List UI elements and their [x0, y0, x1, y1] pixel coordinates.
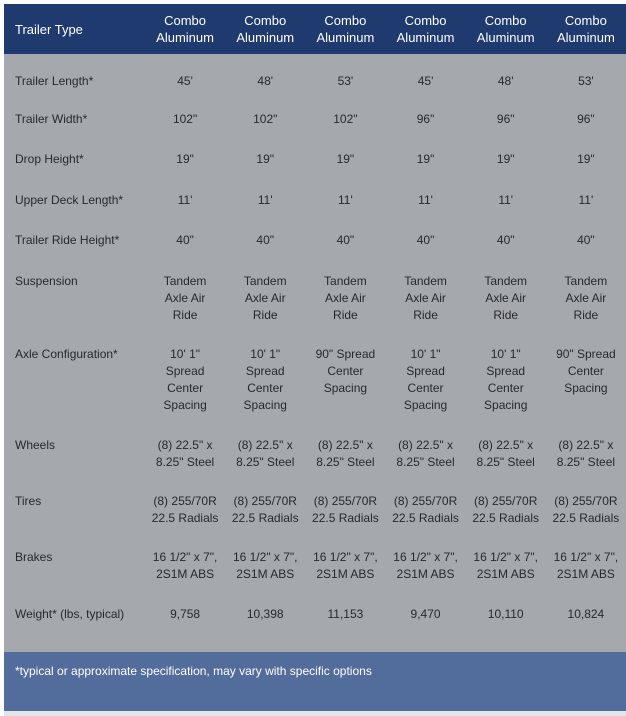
table-cell: (8) 255/70R 22.5 Radials: [392, 494, 459, 525]
header-column-1: Combo Aluminum: [156, 13, 214, 45]
table-cell: Tandem Axle Air Ride: [324, 274, 367, 322]
row-label: Trailer Length*: [15, 74, 94, 88]
table-cell: 40": [577, 233, 595, 247]
table-cell: 102": [333, 112, 358, 126]
row-trailer-ride-height: [4, 232, 626, 273]
table-cell: 19": [336, 152, 355, 166]
row-suspension: [4, 273, 626, 346]
row-upper-deck-length: [4, 192, 626, 232]
table-cell: 53': [578, 74, 594, 88]
table-cell: 10' 1" Spread Center Spacing: [484, 347, 528, 412]
table-cell: Tandem Axle Air Ride: [243, 274, 287, 322]
spec-table-container: [4, 4, 626, 716]
table-cell: 102": [253, 112, 278, 126]
bottom-divider: [4, 711, 626, 716]
table-cell: 19": [256, 152, 275, 166]
table-cell: (8) 255/70R 22.5 Radials: [312, 494, 379, 525]
table-cell: 16 1/2" x 7", 2S1M ABS: [393, 550, 458, 581]
header-column-5: Combo Aluminum: [476, 13, 535, 45]
table-cell: (8) 22.5" x 8.25" Steel: [236, 438, 295, 469]
table-cell: (8) 255/70R 22.5 Radials: [472, 494, 540, 525]
table-cell: 16 1/2" x 7", 2S1M ABS: [152, 550, 218, 581]
table-cell: 96": [577, 112, 595, 126]
row-label: Drop Height*: [15, 152, 84, 166]
row-weight: [4, 606, 626, 652]
table-cell: 11,153: [327, 607, 364, 621]
table-cell: 19": [176, 152, 194, 166]
table-cell: (8) 22.5" x 8.25" Steel: [316, 438, 375, 469]
table-cell: 11': [338, 193, 353, 207]
table-cell: 48': [497, 74, 514, 88]
table-cell: 9,470: [410, 607, 441, 621]
table-cell: 10,110: [487, 607, 524, 621]
table-cell: 90" Spread Center Spacing: [556, 347, 616, 395]
header-column-6: Combo Aluminum: [556, 13, 615, 45]
table-cell: Tandem Axle Air Ride: [564, 274, 608, 322]
table-cell: (8) 22.5" x 8.25" Steel: [476, 438, 535, 469]
table-cell: 19": [416, 152, 435, 166]
table-cell: Tandem Axle Air Ride: [163, 274, 207, 322]
header-row-label: Trailer Type: [15, 21, 83, 37]
table-cell: 16 1/2" x 7", 2S1M ABS: [232, 550, 298, 581]
table-cell: 19": [577, 152, 595, 166]
table-cell: 16 1/2" x 7", 2S1M ABS: [553, 550, 619, 581]
row-brakes: [4, 549, 626, 606]
row-axle-configuration: [4, 346, 626, 437]
header-row: [4, 4, 626, 54]
table-cell: 90" Spread Center Spacing: [315, 347, 376, 395]
table-cell: 11': [177, 193, 193, 207]
table-cell: 9,758: [170, 607, 201, 621]
table-cell: 11': [418, 193, 433, 207]
row-label: Axle Configuration*: [15, 347, 118, 361]
header-column-2: Combo Aluminum: [236, 13, 295, 45]
table-cell: 11': [578, 193, 594, 207]
table-cell: (8) 255/70R 22.5 Radials: [231, 494, 299, 525]
header-column-3: Combo Aluminum: [316, 13, 375, 45]
table-cell: 10' 1" Spread Center Spacing: [403, 347, 448, 412]
row-label: Trailer Ride Height*: [15, 233, 120, 247]
table-cell: 40": [416, 233, 435, 247]
row-wheels: [4, 437, 626, 493]
table-cell: Tandem Axle Air Ride: [484, 274, 528, 322]
table-cell: 40": [336, 233, 355, 247]
table-cell: 10' 1" Spread Center Spacing: [243, 347, 287, 412]
table-cell: 45': [177, 74, 193, 88]
table-cell: 11': [498, 193, 514, 207]
table-cell: 102": [172, 112, 198, 126]
trailer-spec-table: [4, 4, 626, 652]
table-cell: 40": [176, 233, 194, 247]
table-cell: 40": [256, 233, 275, 247]
row-label: Trailer Width*: [15, 112, 88, 126]
table-cell: 40": [496, 233, 515, 247]
row-drop-height: [4, 151, 626, 192]
table-cell: 96": [416, 112, 435, 126]
footnote-bar: [4, 652, 626, 711]
footnote-text: *typical or approximate specification, may vary with specific options: [15, 664, 372, 678]
row-trailer-width: [4, 111, 626, 151]
table-cell: 11': [257, 193, 273, 207]
table-cell: (8) 255/70R 22.5 Radials: [552, 494, 620, 525]
row-label: Brakes: [15, 550, 53, 564]
table-cell: (8) 22.5" x 8.25" Steel: [155, 438, 215, 469]
row-label: Wheels: [15, 438, 56, 452]
table-cell: 45': [417, 74, 434, 88]
table-cell: 53': [337, 74, 354, 88]
table-cell: 16 1/2" x 7", 2S1M ABS: [473, 550, 538, 581]
table-cell: (8) 255/70R 22.5 Radials: [151, 494, 219, 525]
table-cell: Tandem Axle Air Ride: [404, 274, 447, 322]
table-cell: 10,824: [567, 607, 605, 621]
table-cell: (8) 22.5" x 8.25" Steel: [396, 438, 455, 469]
row-label: Upper Deck Length*: [15, 193, 124, 207]
row-label: Tires: [15, 494, 42, 508]
row-trailer-length: [4, 54, 626, 111]
row-label: Weight* (lbs, typical): [15, 607, 125, 621]
table-cell: 16 1/2" x 7", 2S1M ABS: [313, 550, 378, 581]
table-cell: (8) 22.5" x 8.25" Steel: [556, 438, 616, 469]
row-tires: [4, 493, 626, 549]
table-cell: 48': [257, 74, 274, 88]
table-cell: 10' 1" Spread Center Spacing: [163, 347, 207, 412]
table-cell: 10,398: [246, 607, 284, 621]
table-cell: 19": [496, 152, 515, 166]
row-label: Suspension: [15, 274, 78, 288]
header-column-4: Combo Aluminum: [396, 13, 455, 45]
table-cell: 96": [496, 112, 515, 126]
